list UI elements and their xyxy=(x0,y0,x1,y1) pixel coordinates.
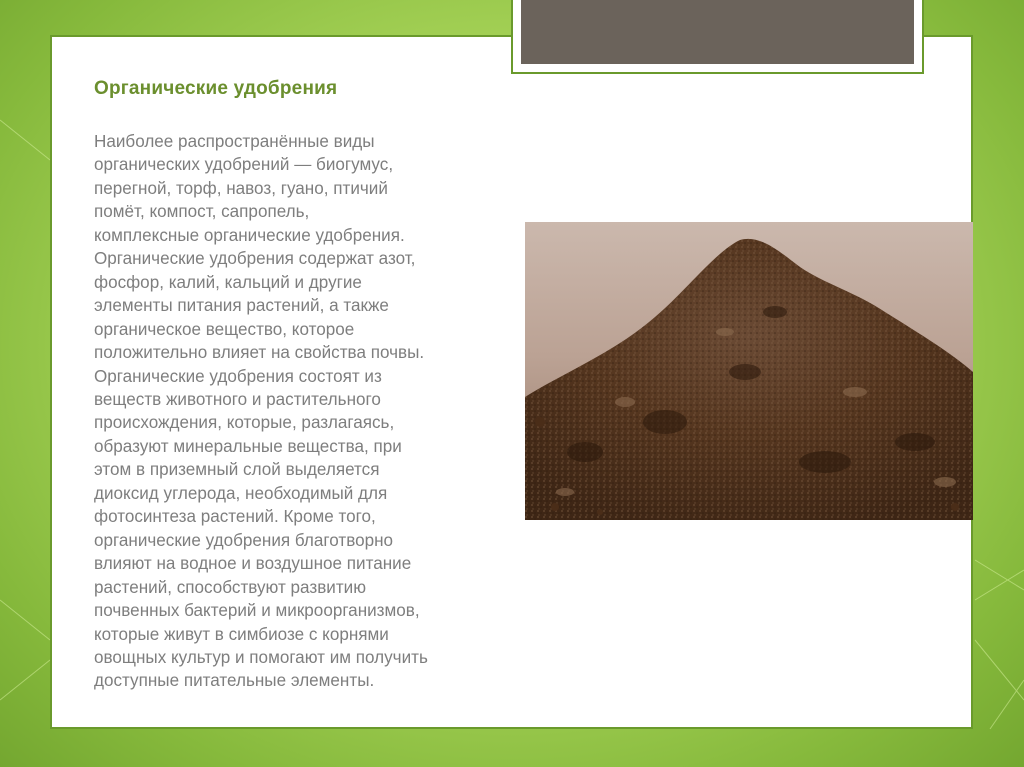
body-text-line: диоксид углерода, необходимый для xyxy=(94,483,388,503)
body-text-line: веществ животного и растительного xyxy=(94,389,381,409)
body-text-line: Органические удобрения содержат азот, xyxy=(94,249,416,269)
body-text-line: элементы питания растений, а также xyxy=(94,296,389,316)
body-text-line: положительно влияет на свойства почвы. xyxy=(94,343,425,363)
body-text-line: овощных культур и помогают им получить xyxy=(94,647,428,667)
header-bar xyxy=(521,0,914,64)
body-text-line: фосфор, калий, кальций и другие xyxy=(94,272,362,292)
body-text-line: происхождения, которые, разлагаясь, xyxy=(94,413,395,433)
body-text-line: органических удобрений — биогумус, xyxy=(94,155,394,175)
body-text-line: комплексные органические удобрения. xyxy=(94,225,405,245)
body-text-line: органическое вещество, которое xyxy=(94,319,355,339)
soil-pile-photo xyxy=(525,222,973,520)
body-text-line: этом в приземный слой выделяется xyxy=(94,460,380,480)
body-text-line: перегной, торф, навоз, гуано, птичий xyxy=(94,178,388,198)
body-text-line: фотосинтеза растений. Кроме того, xyxy=(94,507,376,527)
body-text-line: помёт, компост, сапропель, xyxy=(94,202,310,222)
body-text-line: влияют на водное и воздушное питание xyxy=(94,554,412,574)
slide-title: Органические удобрения xyxy=(94,78,338,99)
body-text-line: образуют минеральные вещества, при xyxy=(94,436,402,456)
body-text-line: доступные питательные элементы. xyxy=(94,671,375,691)
body-text-line: органические удобрения благотворно xyxy=(94,530,394,550)
body-text-line: растений, способствуют развитию xyxy=(94,577,367,597)
body-text-line: Наиболее распространённые виды xyxy=(94,132,375,151)
body-text xyxy=(94,130,514,693)
body-text-line: почвенных бактерий и микроорганизмов, xyxy=(94,601,420,621)
body-text-line: которые живут в симбиозе с корнями xyxy=(94,624,389,644)
body-text-line: Органические удобрения состоят из xyxy=(94,366,382,386)
